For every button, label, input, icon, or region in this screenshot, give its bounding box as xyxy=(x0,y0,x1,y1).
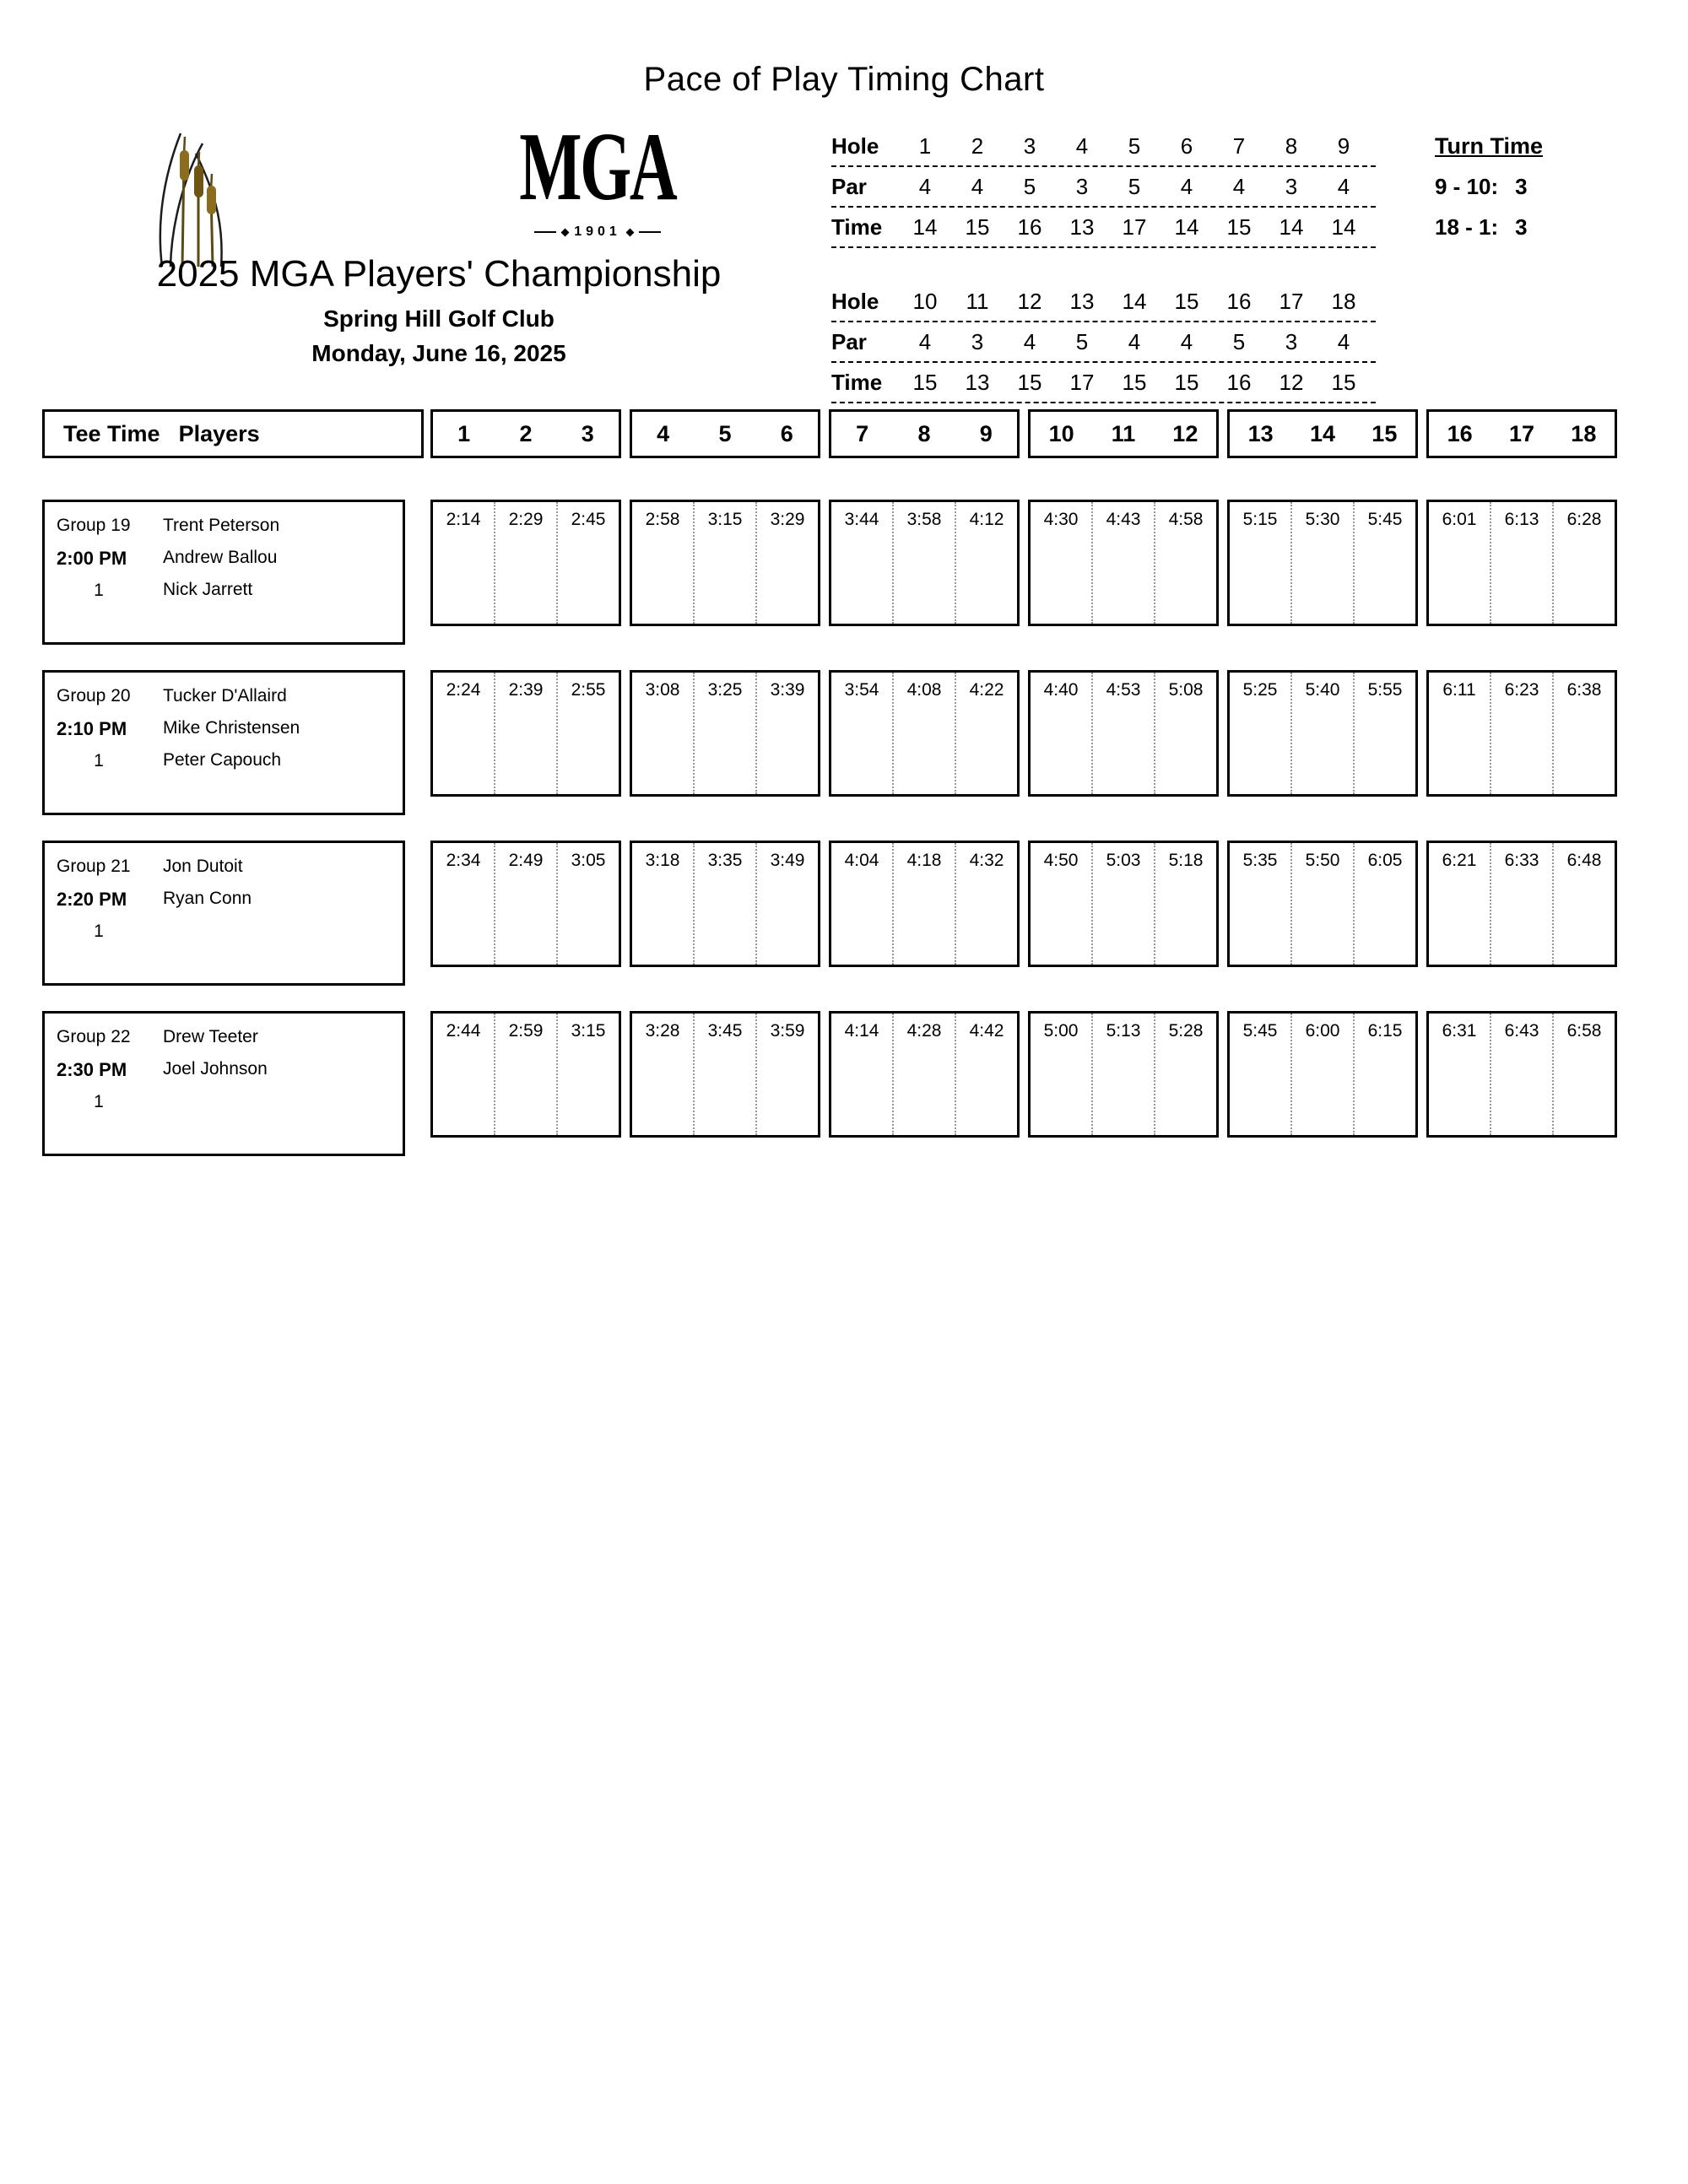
time-cell: 6:33 xyxy=(1490,843,1552,965)
time-cell: 3:35 xyxy=(693,843,755,965)
pace-pars-value: 4 xyxy=(1232,173,1246,199)
group-info-box xyxy=(42,1011,405,1156)
event-header xyxy=(46,253,831,367)
logo-ornament-diamond xyxy=(561,228,570,236)
pace-pars-value: 4 xyxy=(918,328,932,354)
turn-time-entries xyxy=(1435,174,1543,241)
pace-holes-value: 3 xyxy=(1023,132,1036,159)
turn-time-title: Turn Time xyxy=(1435,133,1544,159)
time-section xyxy=(630,841,820,967)
group-name: Group 20 xyxy=(57,686,131,705)
time-section xyxy=(1227,500,1418,626)
player-name: Drew Teeter xyxy=(163,1027,258,1046)
time-cell: 3:18 xyxy=(645,851,680,870)
turn-time-entry-value: 3 xyxy=(1515,174,1528,199)
time-cell: 2:55 xyxy=(556,673,619,794)
pace-times-value: 15 xyxy=(912,369,938,395)
hole-number: 10 xyxy=(1048,420,1074,446)
time-cell: 3:54 xyxy=(844,680,879,700)
time-cell: 3:29 xyxy=(755,502,818,624)
hole-number: 3 xyxy=(581,420,594,446)
group-info-left xyxy=(57,686,151,813)
pace-tables xyxy=(831,127,1376,403)
hole-header-section xyxy=(1227,409,1418,458)
time-cell: 4:14 xyxy=(844,1021,879,1041)
hole-header-section xyxy=(430,409,621,458)
pace-holes-value: 6 xyxy=(1180,132,1193,159)
time-cell: 3:49 xyxy=(755,843,818,965)
pace-pars-value: 4 xyxy=(918,173,932,199)
grid-header-row xyxy=(42,409,1629,458)
time-cell: 4:42 xyxy=(955,1014,1017,1135)
turn-time-entry-label: 9 - 10: xyxy=(1435,174,1499,199)
time-section xyxy=(1227,670,1418,797)
cattails-icon xyxy=(145,125,230,268)
time-cell: 5:08 xyxy=(1154,673,1216,794)
doc-title: Pace of Play Timing Chart xyxy=(643,61,1045,98)
time-cell: 5:45 xyxy=(1353,502,1415,624)
group-row xyxy=(42,500,1629,645)
pace-holes-label: Hole xyxy=(831,132,879,159)
time-cell: 4:58 xyxy=(1154,502,1216,624)
hole-number: 4 xyxy=(657,420,670,446)
pace-pars-row xyxy=(831,322,1376,363)
time-cell: 2:14 xyxy=(446,510,481,529)
time-cell: 5:25 xyxy=(1242,680,1278,700)
pace-pars-value: 4 xyxy=(1337,328,1350,354)
pace-holes-value: 1 xyxy=(918,132,932,159)
time-cell: 3:39 xyxy=(755,673,818,794)
time-cell: 2:45 xyxy=(556,502,619,624)
pace-holes-value: 12 xyxy=(1017,288,1042,314)
pace-times-value: 17 xyxy=(1122,214,1147,240)
time-cell: 4:18 xyxy=(892,843,955,965)
time-cell: 6:38 xyxy=(1552,673,1615,794)
player-list xyxy=(163,516,279,642)
pace-times-row xyxy=(831,208,1376,248)
pace-pars-value: 3 xyxy=(1285,173,1298,199)
pace-times-value: 15 xyxy=(1174,369,1199,395)
hole-number: 18 xyxy=(1571,420,1597,446)
pace-times-value: 15 xyxy=(965,214,990,240)
pace-times-value: 16 xyxy=(1226,369,1252,395)
time-section xyxy=(430,500,621,626)
pace-pars-label: Par xyxy=(831,328,867,354)
pace-holes-value: 15 xyxy=(1174,288,1199,314)
time-cell: 3:05 xyxy=(556,843,619,965)
time-cell: 6:11 xyxy=(1442,680,1476,700)
group-row xyxy=(42,1011,1629,1156)
time-sections xyxy=(430,1011,1617,1156)
group-start-hole: 1 xyxy=(94,581,104,600)
time-sections xyxy=(430,841,1617,986)
pace-holes-value: 7 xyxy=(1232,132,1246,159)
tee-time-label: Tee Time xyxy=(63,420,160,446)
time-cell: 4:32 xyxy=(955,843,1017,965)
time-section xyxy=(630,670,820,797)
time-section xyxy=(630,500,820,626)
pace-times-value: 15 xyxy=(1331,369,1356,395)
pace-holes-value: 16 xyxy=(1226,288,1252,314)
group-tee-time: 2:10 PM xyxy=(57,718,127,739)
hole-number: 12 xyxy=(1172,420,1198,446)
player-name: Ryan Conn xyxy=(163,889,252,908)
logo-ornament-line xyxy=(639,231,661,233)
pace-pars-value: 4 xyxy=(1337,173,1350,199)
group-name: Group 21 xyxy=(57,857,131,876)
pace-times-value: 16 xyxy=(1017,214,1042,240)
pace-pars-value: 4 xyxy=(1180,328,1193,354)
pace-pars-value: 4 xyxy=(971,173,984,199)
group-info-left xyxy=(57,1027,151,1154)
hole-number: 14 xyxy=(1309,420,1336,446)
player-name: Andrew Ballou xyxy=(163,548,278,567)
time-cell: 5:30 xyxy=(1290,502,1353,624)
pace-pars-value: 3 xyxy=(1075,173,1089,199)
time-cell: 6:23 xyxy=(1490,673,1552,794)
mga-logo-text: MGA xyxy=(519,111,676,221)
mga-logo-year: 1901 xyxy=(574,224,621,239)
event-name: 2025 MGA Players' Championship xyxy=(156,253,722,295)
time-cell: 3:25 xyxy=(693,673,755,794)
hole-number: 2 xyxy=(519,420,533,446)
time-section xyxy=(829,1011,1020,1138)
pace-times-value: 15 xyxy=(1017,369,1042,395)
player-name: Peter Capouch xyxy=(163,750,282,770)
player-name: Nick Jarrett xyxy=(163,580,253,599)
time-cell: 5:13 xyxy=(1091,1014,1154,1135)
pace-holes-value: 2 xyxy=(971,132,984,159)
time-cell: 6:01 xyxy=(1442,510,1477,529)
pace-pars-value: 4 xyxy=(1128,328,1141,354)
pace-times-value: 15 xyxy=(1226,214,1252,240)
pace-pars-value: 4 xyxy=(1023,328,1036,354)
time-cell: 2:24 xyxy=(446,680,481,700)
time-section xyxy=(430,841,621,967)
time-cell: 2:44 xyxy=(446,1021,481,1041)
time-cell: 3:44 xyxy=(844,510,879,529)
player-list xyxy=(163,857,252,983)
time-cell: 4:50 xyxy=(1043,851,1079,870)
pace-holes-value: 8 xyxy=(1285,132,1298,159)
time-cell: 2:49 xyxy=(494,843,556,965)
pace-table xyxy=(831,282,1376,403)
group-name: Group 19 xyxy=(57,516,131,535)
hole-number: 8 xyxy=(917,420,931,446)
turn-time-entry-value: 3 xyxy=(1515,214,1528,240)
time-cell: 3:28 xyxy=(645,1021,680,1041)
mga-logo xyxy=(496,111,699,240)
player-name: Mike Christensen xyxy=(163,718,300,738)
time-section xyxy=(829,500,1020,626)
time-cell: 2:29 xyxy=(494,502,556,624)
turn-time-entry xyxy=(1435,214,1543,241)
group-info-box xyxy=(42,670,405,815)
time-section xyxy=(430,670,621,797)
pace-holes-row xyxy=(831,282,1376,322)
time-section xyxy=(1426,1011,1617,1138)
time-sections xyxy=(430,670,1617,815)
time-cell: 5:45 xyxy=(1242,1021,1278,1041)
pace-holes-value: 4 xyxy=(1075,132,1089,159)
time-cell: 4:40 xyxy=(1043,680,1079,700)
time-sections xyxy=(430,500,1617,645)
player-name: Trent Peterson xyxy=(163,516,280,535)
hole-number: 6 xyxy=(780,420,793,446)
pace-pars-value: 5 xyxy=(1232,328,1246,354)
time-cell: 5:35 xyxy=(1242,851,1278,870)
turn-time-entry-label: 18 - 1: xyxy=(1435,214,1499,240)
turn-time-block xyxy=(1435,133,1543,241)
hole-number: 13 xyxy=(1247,420,1274,446)
pace-times-value: 14 xyxy=(1331,214,1356,240)
time-cell: 6:21 xyxy=(1442,851,1477,870)
time-cell: 3:58 xyxy=(892,502,955,624)
pace-times-value: 13 xyxy=(965,369,990,395)
mga-logo-year-row xyxy=(496,224,699,240)
pace-holes-row xyxy=(831,127,1376,167)
pace-pars-value: 5 xyxy=(1128,173,1141,199)
hole-number: 7 xyxy=(856,420,869,446)
players-label: Players xyxy=(178,420,260,446)
player-name: Tucker D'Allaird xyxy=(163,686,287,705)
pace-holes-value: 14 xyxy=(1122,288,1147,314)
time-cell: 4:08 xyxy=(892,673,955,794)
time-cell: 4:12 xyxy=(955,502,1017,624)
hole-number: 16 xyxy=(1447,420,1473,446)
hole-header-section xyxy=(630,409,820,458)
time-cell: 2:34 xyxy=(446,851,481,870)
pace-holes-value: 17 xyxy=(1279,288,1304,314)
pace-times-value: 14 xyxy=(1279,214,1304,240)
time-cell: 5:28 xyxy=(1154,1014,1216,1135)
pace-holes-value: 11 xyxy=(966,288,989,314)
tee-time-players-header xyxy=(42,409,424,458)
hole-number: 1 xyxy=(457,420,471,446)
pace-pars-row xyxy=(831,167,1376,208)
group-tee-time: 2:00 PM xyxy=(57,548,127,569)
time-cell: 3:15 xyxy=(556,1014,619,1135)
event-date: Monday, June 16, 2025 xyxy=(311,340,566,366)
group-start-hole: 1 xyxy=(94,922,104,941)
pace-times-value: 13 xyxy=(1069,214,1095,240)
group-start-hole: 1 xyxy=(94,751,104,770)
time-section xyxy=(630,1011,820,1138)
pace-times-label: Time xyxy=(831,214,883,240)
pace-pars-value: 5 xyxy=(1075,328,1089,354)
time-cell: 3:08 xyxy=(645,680,680,700)
hole-header-section xyxy=(1028,409,1219,458)
hole-number: 11 xyxy=(1111,420,1136,446)
time-cell: 2:39 xyxy=(494,673,556,794)
group-tee-time: 2:30 PM xyxy=(57,1059,127,1080)
group-info-box xyxy=(42,841,405,986)
time-cell: 6:58 xyxy=(1552,1014,1615,1135)
pace-times-value: 14 xyxy=(1174,214,1199,240)
time-section xyxy=(829,670,1020,797)
pace-holes-label: Hole xyxy=(831,288,879,314)
group-info-box xyxy=(42,500,405,645)
pace-holes-value: 18 xyxy=(1331,288,1356,314)
time-cell: 6:13 xyxy=(1490,502,1552,624)
time-cell: 4:22 xyxy=(955,673,1017,794)
time-section xyxy=(1426,841,1617,967)
time-cell: 6:48 xyxy=(1552,843,1615,965)
pace-times-value: 17 xyxy=(1069,369,1095,395)
time-section xyxy=(829,841,1020,967)
hole-header-sections xyxy=(430,409,1617,458)
pace-pars-value: 5 xyxy=(1023,173,1036,199)
turn-time-entry xyxy=(1435,174,1543,200)
time-cell: 4:43 xyxy=(1091,502,1154,624)
pace-times-value: 12 xyxy=(1279,369,1304,395)
time-cell: 6:05 xyxy=(1353,843,1415,965)
group-info-left xyxy=(57,857,151,983)
pace-times-value: 15 xyxy=(1122,369,1147,395)
time-cell: 2:58 xyxy=(645,510,680,529)
time-section xyxy=(1426,670,1617,797)
hole-header-section xyxy=(1426,409,1617,458)
time-section xyxy=(1028,1011,1219,1138)
hole-number: 9 xyxy=(979,420,993,446)
pace-pars-value: 3 xyxy=(971,328,984,354)
pace-times-value: 14 xyxy=(912,214,938,240)
group-start-hole: 1 xyxy=(94,1092,104,1111)
pace-holes-value: 13 xyxy=(1069,288,1095,314)
time-cell: 6:43 xyxy=(1490,1014,1552,1135)
time-cell: 4:28 xyxy=(892,1014,955,1135)
pace-times-label: Time xyxy=(831,369,883,395)
group-rows xyxy=(42,500,1629,1156)
pace-pars-value: 3 xyxy=(1285,328,1298,354)
pace-holes-value: 10 xyxy=(912,288,938,314)
time-cell: 6:00 xyxy=(1290,1014,1353,1135)
time-cell: 3:45 xyxy=(693,1014,755,1135)
time-section xyxy=(1426,500,1617,626)
player-name: Joel Johnson xyxy=(163,1059,268,1078)
time-cell: 6:15 xyxy=(1353,1014,1415,1135)
time-section xyxy=(1227,1011,1418,1138)
time-section xyxy=(430,1011,621,1138)
time-cell: 5:00 xyxy=(1043,1021,1079,1041)
hole-number: 17 xyxy=(1508,420,1535,446)
time-section xyxy=(1028,670,1219,797)
timing-grid xyxy=(42,409,1629,1156)
time-cell: 5:18 xyxy=(1154,843,1216,965)
time-section xyxy=(1028,500,1219,626)
time-cell: 3:59 xyxy=(755,1014,818,1135)
player-list xyxy=(163,686,300,813)
time-cell: 4:30 xyxy=(1043,510,1079,529)
hole-number: 15 xyxy=(1372,420,1398,446)
time-cell: 2:59 xyxy=(494,1014,556,1135)
event-club: Spring Hill Golf Club xyxy=(323,305,555,332)
time-cell: 3:15 xyxy=(693,502,755,624)
time-section xyxy=(1227,841,1418,967)
group-row xyxy=(42,670,1629,815)
time-cell: 5:03 xyxy=(1091,843,1154,965)
pace-holes-value: 9 xyxy=(1337,132,1350,159)
time-cell: 5:55 xyxy=(1353,673,1415,794)
group-row xyxy=(42,841,1629,986)
hole-header-section xyxy=(829,409,1020,458)
time-section xyxy=(1028,841,1219,967)
player-list xyxy=(163,1027,268,1154)
time-cell: 5:40 xyxy=(1290,673,1353,794)
logo-ornament-diamond xyxy=(625,228,634,236)
time-cell: 5:50 xyxy=(1290,843,1353,965)
time-cell: 6:31 xyxy=(1442,1021,1477,1041)
pace-pars-label: Par xyxy=(831,173,867,199)
time-cell: 6:28 xyxy=(1552,502,1615,624)
time-cell: 4:53 xyxy=(1091,673,1154,794)
group-info-left xyxy=(57,516,151,642)
pace-pars-value: 4 xyxy=(1180,173,1193,199)
group-tee-time: 2:20 PM xyxy=(57,889,127,910)
time-cell: 5:15 xyxy=(1242,510,1278,529)
time-cell: 4:04 xyxy=(844,851,879,870)
pace-holes-value: 5 xyxy=(1128,132,1141,159)
player-name: Jon Dutoit xyxy=(163,857,243,876)
hole-number: 5 xyxy=(718,420,732,446)
pace-table xyxy=(831,127,1376,248)
group-name: Group 22 xyxy=(57,1027,131,1046)
pace-times-row xyxy=(831,363,1376,403)
logo-ornament-line xyxy=(534,231,556,233)
